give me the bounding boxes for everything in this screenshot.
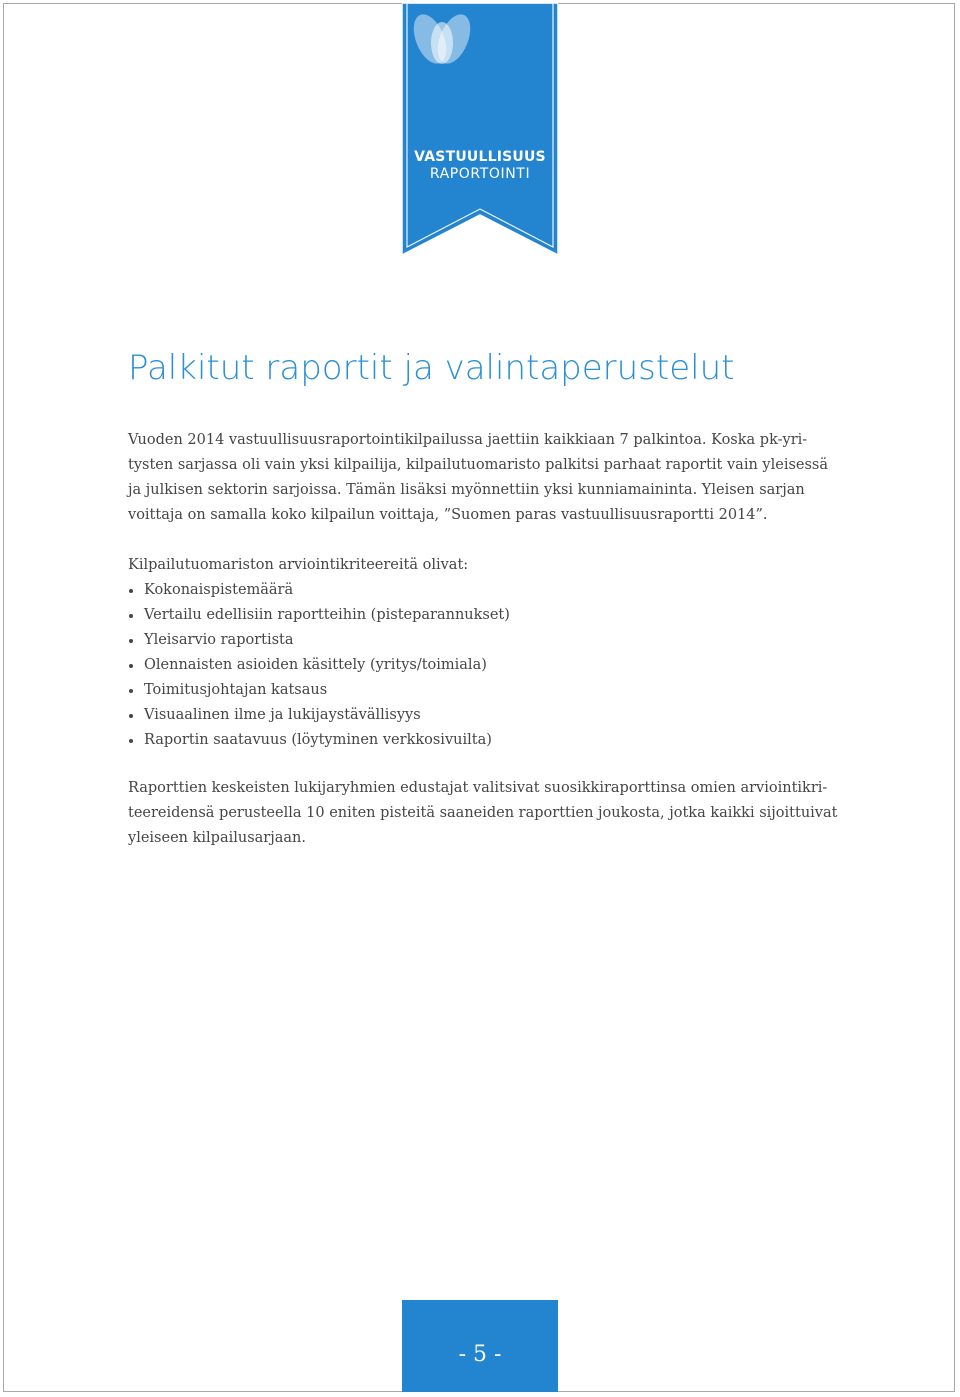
intro-line: Vuoden 2014 vastuullisuusraportointikilpailussa jaettiin kaikkiaan 7 palkintoa. Koska pk-yri-	[128, 432, 808, 448]
closing-paragraph	[128, 776, 848, 851]
intro-line: tysten sarjassa oli vain yksi kilpailija, kilpailutuomaristo palkitsi parhaat raportit vain yleisessä	[128, 457, 829, 473]
criteria-item: Raportin saatavuus (löytyminen verkkosivuilta)	[128, 728, 848, 753]
intro-line: voittaja on samalla koko kilpailun voittaja, ”Suomen paras vastuullisuusraportti 2014”.	[128, 507, 768, 523]
page-number: - 5 -	[458, 1342, 502, 1367]
page-number-tab	[402, 1300, 558, 1392]
criteria-item: Olennaisten asioiden käsittely (yritys/toimiala)	[128, 653, 848, 678]
criteria-list	[128, 578, 848, 753]
criteria-item: Yleisarvio raportista	[128, 628, 848, 653]
page-title: Palkitut raportit ja valintaperustelut	[128, 348, 735, 388]
criteria-item: Vertailu edellisiin raportteihin (pisteparannukset)	[128, 603, 848, 628]
closing-line: yleiseen kilpailusarjaan.	[128, 830, 306, 846]
closing-line: Raporttien keskeisten lukijaryhmien edustajat valitsivat suosikkiraporttinsa omien arviointikri-	[128, 780, 828, 796]
closing-line: teereidensä perusteella 10 eniten pisteitä saaneiden raporttien joukosta, jotka kaikki sijoittuivat	[128, 805, 838, 821]
criteria-heading: Kilpailutuomariston arviointikriteereitä olivat:	[128, 557, 469, 573]
butterfly-icon	[402, 3, 482, 67]
intro-paragraph	[128, 428, 848, 528]
criteria-section	[128, 553, 848, 753]
logo-text-line1: VASTUULLISUUS	[414, 149, 546, 165]
criteria-item: Visuaalinen ilme ja lukijaystävällisyys	[128, 703, 848, 728]
brand-ribbon	[402, 3, 558, 255]
criteria-item: Toimitusjohtajan katsaus	[128, 678, 848, 703]
logo-text-line2: RAPORTOINTI	[429, 166, 531, 182]
criteria-item: Kokonaispistemäärä	[128, 578, 848, 603]
intro-line: ja julkisen sektorin sarjoissa. Tämän lisäksi myönnettiin yksi kunniamaininta. Yleisen sarjan	[128, 482, 805, 498]
